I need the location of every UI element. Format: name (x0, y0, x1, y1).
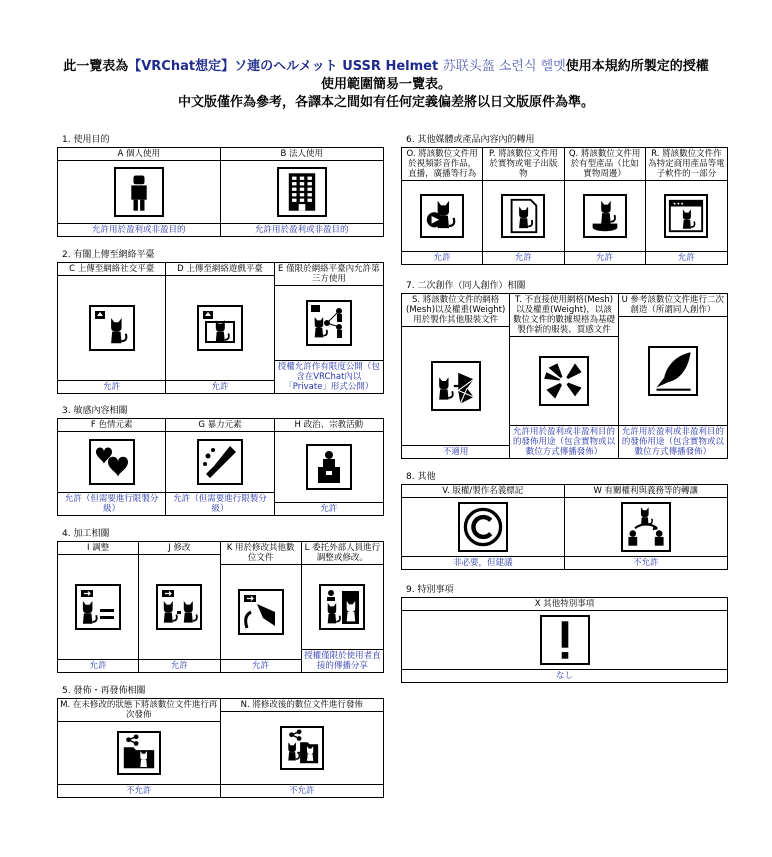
outsource-icon (319, 584, 365, 630)
title-line-2: 使用範圍簡易一覽表。 (320, 77, 451, 92)
license-item (221, 542, 302, 672)
item-icon-area (221, 712, 384, 785)
fan-icon (539, 356, 589, 406)
upload-social-icon (89, 305, 135, 351)
license-item (483, 148, 564, 264)
item-heading: J 修改 (139, 542, 219, 555)
license-item (58, 263, 166, 393)
license-item (166, 419, 274, 515)
item-icon-area (58, 722, 220, 785)
section-2-grid (57, 262, 384, 394)
section-7-grid (401, 293, 728, 459)
item-heading: C 上傳至網絡社交平臺 (58, 263, 165, 276)
license-item (402, 485, 565, 569)
item-permission: 授權允許作有限度公開（包含在VRChat內以「Private」形式公開） (277, 362, 380, 392)
item-heading: N. 將修改後的數位文件進行發佈 (221, 699, 384, 712)
license-item (402, 294, 510, 458)
title-line-3: 中文版僅作為參考，各譯本之間如有任何定義偏差將以日文版原件為準。 (177, 95, 594, 110)
mesh-icon (431, 361, 481, 411)
item-heading: T. 不直接使用網格(Mesh)以及權重(Weight)，以該數位文件的數據規格為基礎製作新的服裝、質感文件 (510, 294, 617, 337)
item-heading: O. 將該數位文件用於視頻影音作品，直播，廣播等行為 (402, 148, 482, 181)
item-permission: 非必要，但建議 (452, 558, 513, 568)
item-icon-area (166, 432, 273, 493)
license-item (58, 419, 166, 515)
license-item (302, 542, 383, 672)
item-icon-area (58, 161, 220, 224)
item-icon-area (402, 327, 509, 446)
item-heading: A 個人使用 (58, 148, 220, 161)
section-5-grid (57, 698, 384, 798)
license-item (58, 148, 221, 236)
item-permission: 允許 (103, 382, 121, 392)
license-item (221, 148, 384, 236)
section-4-title: 4. 加工相關 (62, 529, 110, 539)
section-1-grid (57, 147, 384, 237)
item-permission: 允許 (89, 661, 107, 671)
item-heading: E 僅限於網絡平臺內允許第三方使用 (275, 263, 383, 286)
license-item (139, 542, 220, 672)
copyright-icon (458, 502, 508, 552)
item-heading: G 暴力元素 (166, 419, 273, 432)
item-permission: 允許 (433, 253, 451, 263)
item-heading: X 其他特別事項 (402, 598, 727, 611)
upload-game-icon (197, 305, 243, 351)
item-permission: 不允許 (632, 558, 659, 568)
item-permission: 允許 (514, 253, 532, 263)
item-heading: S. 將該數位文件的網格(Mesh)以及權重(Weight)用於製作其他服裝文件 (402, 294, 509, 327)
item-permission: 不允許 (125, 786, 152, 796)
section-5-title: 5. 發佈・再發佈相關 (62, 686, 146, 696)
knife-icon (197, 439, 243, 485)
item-heading: W 有關權利與義務等的轉讓 (565, 485, 728, 498)
item-icon-area (139, 555, 219, 660)
item-icon-area (275, 286, 383, 361)
item-heading: U 參考該數位文件進行二次創造（所謂同人創作） (619, 294, 727, 317)
modify-icon (156, 584, 202, 630)
license-item (402, 598, 727, 682)
item-icon-area (646, 181, 727, 252)
pen-icon (648, 346, 698, 396)
section-9-grid (401, 597, 728, 683)
merch-icon (583, 194, 627, 238)
product-name: 【VRChat想定】ソ連のヘルメット USSR Helmet (128, 59, 439, 74)
exclamation-icon (540, 615, 590, 665)
section-8-title: 8. 其他 (406, 472, 436, 482)
item-permission: 不允許 (288, 786, 315, 796)
section-3-title: 3. 敏感內容相關 (62, 406, 128, 416)
share-modified-icon (280, 726, 324, 770)
item-heading: D 上傳至網絡遊戲平臺 (166, 263, 273, 276)
publication-icon (501, 194, 545, 238)
item-icon-area (58, 432, 165, 493)
item-icon-area (166, 276, 273, 381)
item-permission: 授權僅限於使用者直接的傳播分享 (304, 651, 381, 671)
item-icon-area (619, 317, 727, 426)
license-item (275, 263, 383, 393)
item-heading: Q. 將該數位文件用於有型產品（比如實物周邊） (565, 148, 645, 181)
hearts-icon (89, 439, 135, 485)
item-icon-area (58, 276, 165, 381)
license-item (646, 148, 727, 264)
item-icon-area (483, 181, 563, 252)
transfer-icon (621, 502, 671, 552)
item-icon-area (221, 161, 384, 224)
item-heading: B 法人使用 (221, 148, 384, 161)
item-permission: 允許（但需要進行限製分級） (64, 494, 159, 514)
item-heading: I 調整 (58, 542, 138, 555)
item-icon-area (402, 611, 727, 670)
section-9-title: 9. 特別事項 (406, 585, 454, 595)
license-item (565, 485, 728, 569)
item-icon-area (221, 565, 301, 660)
section-8-grid (401, 484, 728, 570)
software-icon (664, 194, 708, 238)
item-permission: 允許 (596, 253, 614, 263)
item-icon-area (275, 432, 383, 503)
section-6-grid (401, 147, 728, 265)
item-icon-area (402, 498, 564, 557)
item-icon-area (302, 565, 383, 650)
item-permission: 不適用 (442, 447, 469, 457)
podium-icon (306, 444, 352, 490)
item-permission: 允許用於盈利或非盈目的 (91, 225, 186, 235)
title-line-1 (0, 58, 772, 76)
license-item (166, 263, 274, 393)
product-name-alt: 苏联头盔 소련식 헬멧 (442, 59, 566, 74)
license-item (565, 148, 646, 264)
item-heading: R. 將該數位文件作為特定商用產品等電子軟件的一部分 (646, 148, 727, 181)
section-4-grid (57, 541, 384, 673)
item-heading: H 政治、宗教活動 (275, 419, 383, 432)
item-heading: F 色情元素 (58, 419, 165, 432)
license-item (221, 699, 384, 797)
item-icon-area (402, 181, 482, 252)
item-icon-area (565, 498, 728, 557)
license-item (275, 419, 383, 515)
item-heading: L 委托外部人員進行調整或修改。 (302, 542, 383, 565)
building-icon (277, 167, 327, 217)
section-1-title: 1. 使用目的 (62, 135, 110, 145)
share-folder-icon (117, 731, 161, 775)
license-item (619, 294, 727, 458)
item-permission: なし (555, 671, 573, 681)
item-heading: V. 版權/製作名義標記 (402, 485, 564, 498)
item-permission: 允許 (320, 504, 338, 514)
section-7-title: 7. 二次創作（同人創作）相關 (406, 281, 526, 291)
item-heading: M. 在未修改的狀態下將該數位文件進行再次發佈 (58, 699, 220, 722)
section-3-grid (57, 418, 384, 516)
video-icon (420, 194, 464, 238)
item-icon-area (510, 337, 617, 426)
title-suffix: 使用本規約所製定的授權 (565, 59, 709, 74)
third-party-icon (306, 300, 352, 346)
adjust-icon (75, 584, 121, 630)
title-prefix: 此一覽表為 (63, 59, 129, 74)
item-permission: 允許（但需要進行限製分級） (173, 494, 267, 514)
item-permission: 允許 (170, 661, 188, 671)
item-icon-area (565, 181, 645, 252)
section-2-title: 2. 有關上傳至網絡平臺 (62, 250, 155, 260)
item-heading: K 用於修改其他數位文件 (221, 542, 301, 565)
item-heading: P. 將該數位文件用於實物或電子出版物 (483, 148, 563, 181)
item-permission: 允許用於盈利或非盈利目的的發佈用途（包含實物或以數位方式傳播發佈） (621, 427, 724, 457)
license-item (58, 699, 221, 797)
item-icon-area (58, 555, 138, 660)
use-other-icon (238, 589, 284, 635)
item-permission: 允許 (252, 661, 270, 671)
license-item (510, 294, 618, 458)
license-item (402, 148, 483, 264)
item-permission: 允許用於盈利或非盈目的 (254, 225, 349, 235)
item-permission: 允許 (677, 253, 695, 263)
item-permission: 允許 (211, 382, 229, 392)
item-permission: 允許用於盈利或非盈利目的的發佈用途（包含實物或以數位方式傳播發佈） (512, 427, 615, 457)
person-icon (114, 167, 164, 217)
license-item (58, 542, 139, 672)
section-6-title: 6. 其他媒體或產品內容內的轉用 (406, 135, 535, 145)
